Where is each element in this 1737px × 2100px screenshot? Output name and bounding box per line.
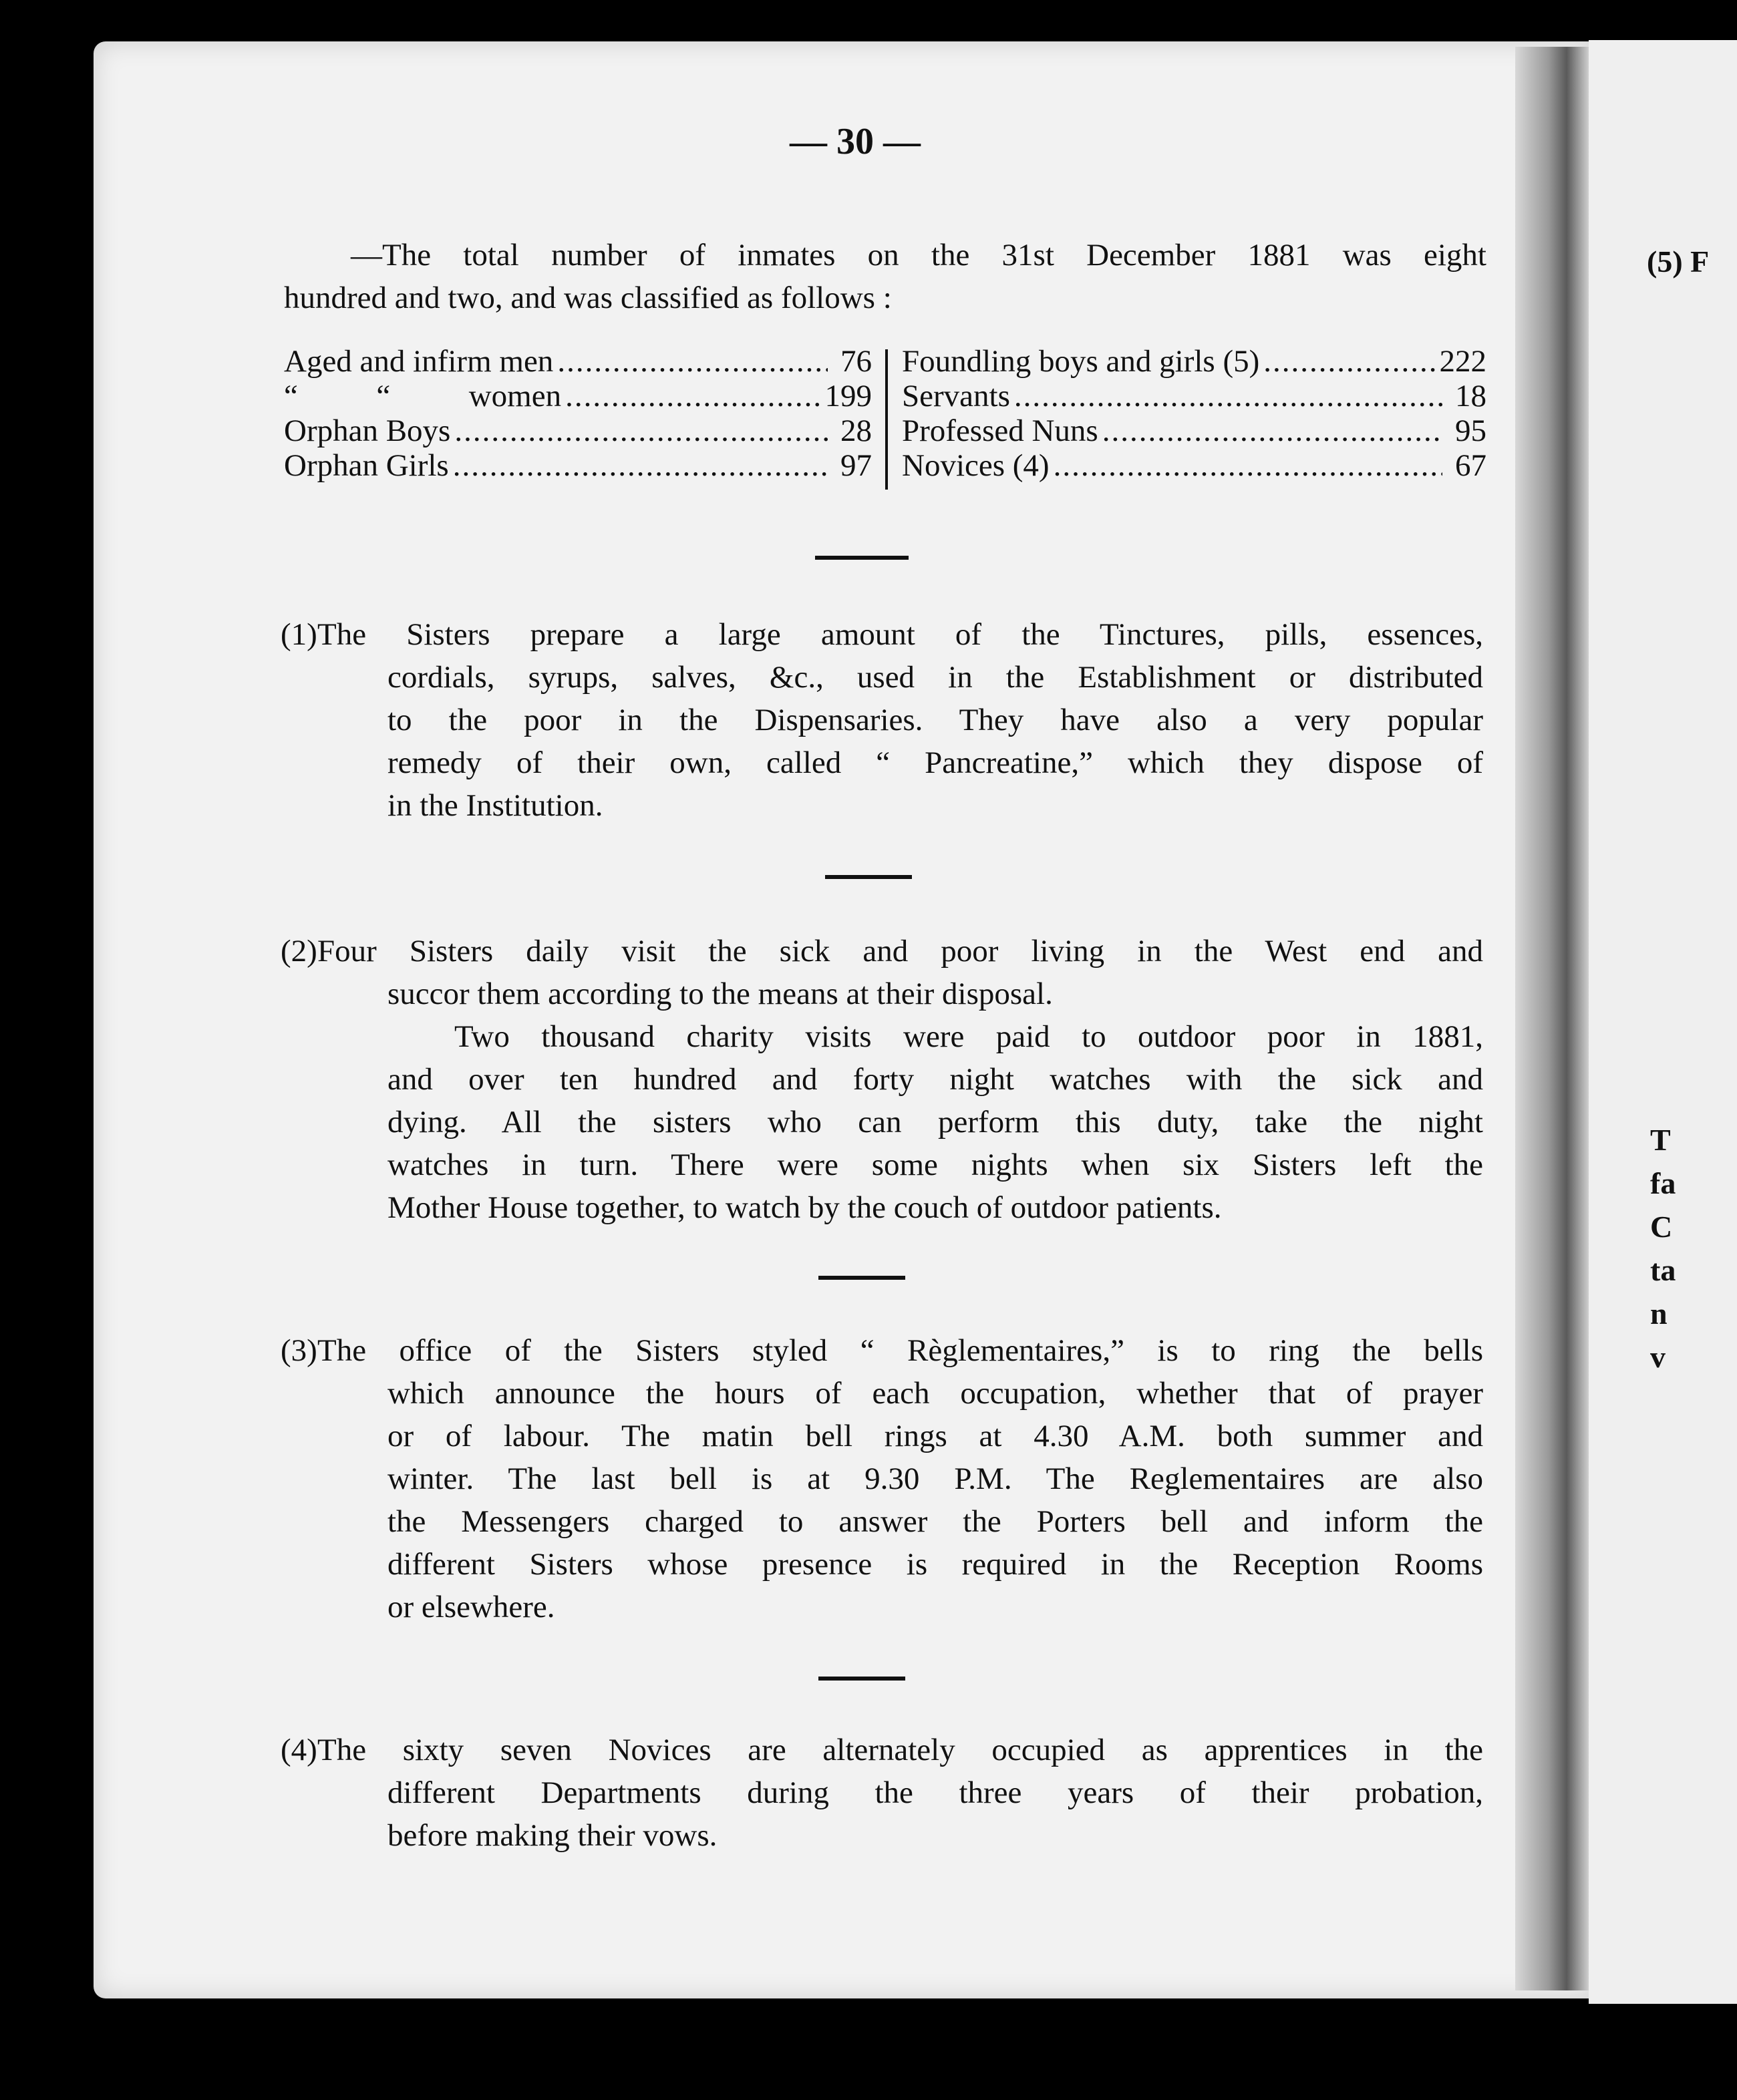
footnote-body: The office of the Sisters styled “ Règlementaires,” is to ring the bells which announce the hours of each occupation, whether that of prayer or of labour. The matin bell rings at 4.30 A.M. both summer and winter. The last bell is at 9.30 P.M. The Reglementaires are also the Messengers charged to answer the Porters bell and inform the different Sisters whose presence is required in the Reception Rooms or elsewhere. [317,1333,1483,1624]
leader-dots [1102,413,1442,448]
footnote-2 [281,930,1483,1229]
section-rule [818,1677,905,1681]
footnote-3 [281,1329,1483,1628]
next-page-letter: T [1650,1123,1671,1157]
footnote-marker: (2) [281,934,317,969]
next-page-letter: v [1650,1340,1666,1374]
footnote-1 [281,613,1483,827]
section-rule [818,1276,905,1280]
table-row: Servants ..... 18 [902,379,1486,413]
footnote-body: The Sisters prepare a large amount of the Tinctures, pills, essences, cordials, syrups, salves, &c., used in the Establishment or distributed to the poor in the Dispensaries. They have also a very popular remedy of their own, called “ Pancreatine,” which they dispose of in the Institution. [317,617,1483,823]
leader-dots [1054,448,1442,483]
table-row: Aged and infirm men ..... 76 [284,344,872,379]
section-rule [825,875,912,879]
leader-dots [557,344,828,379]
leader-dots [453,448,828,483]
table-row: Foundling boys and girls (5) ..... 222 [902,344,1486,379]
next-page-letter: n [1650,1296,1668,1331]
table-row: Professed Nuns ..... 95 [902,413,1486,448]
section-rule [815,556,909,560]
table-divider [885,349,888,490]
table-row: Novices (4) ..... 67 [902,448,1486,483]
footnote-body: Four Sisters daily visit the sick and poor living in the West end and succor them according to the means at their disposal. Two thousand charity visits were paid to outdoor poor in 1881, and over ten hundred and forty night watches with the sick and dying. All the sisters who can perform this duty, take the night watches in turn. There were some nights when six Sisters left the Mother House together, to watch by the couch of outdoor patients. [317,934,1483,1225]
intro-line: —The total number of inmates on the 31st December 1881 was eight [351,238,1486,273]
next-page-letter: ta [1650,1253,1676,1287]
table-row: Orphan Boys ..... 28 [284,413,872,448]
next-page-letter: C [1650,1210,1673,1244]
intro-line: hundred and two, and was classified as follows : [284,281,892,315]
book-spine [1515,47,1589,1990]
leader-dots [1263,344,1435,379]
intro-paragraph [284,234,1486,319]
footnote-marker: (1) [281,617,317,652]
footnote-marker: (3) [281,1333,317,1368]
leader-dots [454,413,828,448]
footnote-body: The sixty seven Novices are alternately occupied as apprentices in the different Departments during the three years of their probation, before making their vows. [317,1733,1483,1853]
next-page-edge [1589,40,1737,2004]
leader-dots [565,379,820,413]
footnote-4 [281,1729,1483,1857]
next-page-letter: fa [1650,1166,1676,1200]
page-number: — 30 — [790,121,921,162]
table-right-column [902,344,1486,483]
table-row: Orphan Girls ..... 97 [284,448,872,483]
leader-dots [1014,379,1442,413]
table-row: “ “ women ..... 199 [284,379,872,413]
footnote-marker: (4) [281,1733,317,1767]
next-page-marker: (5) F [1647,244,1710,279]
table-left-column [284,344,872,483]
